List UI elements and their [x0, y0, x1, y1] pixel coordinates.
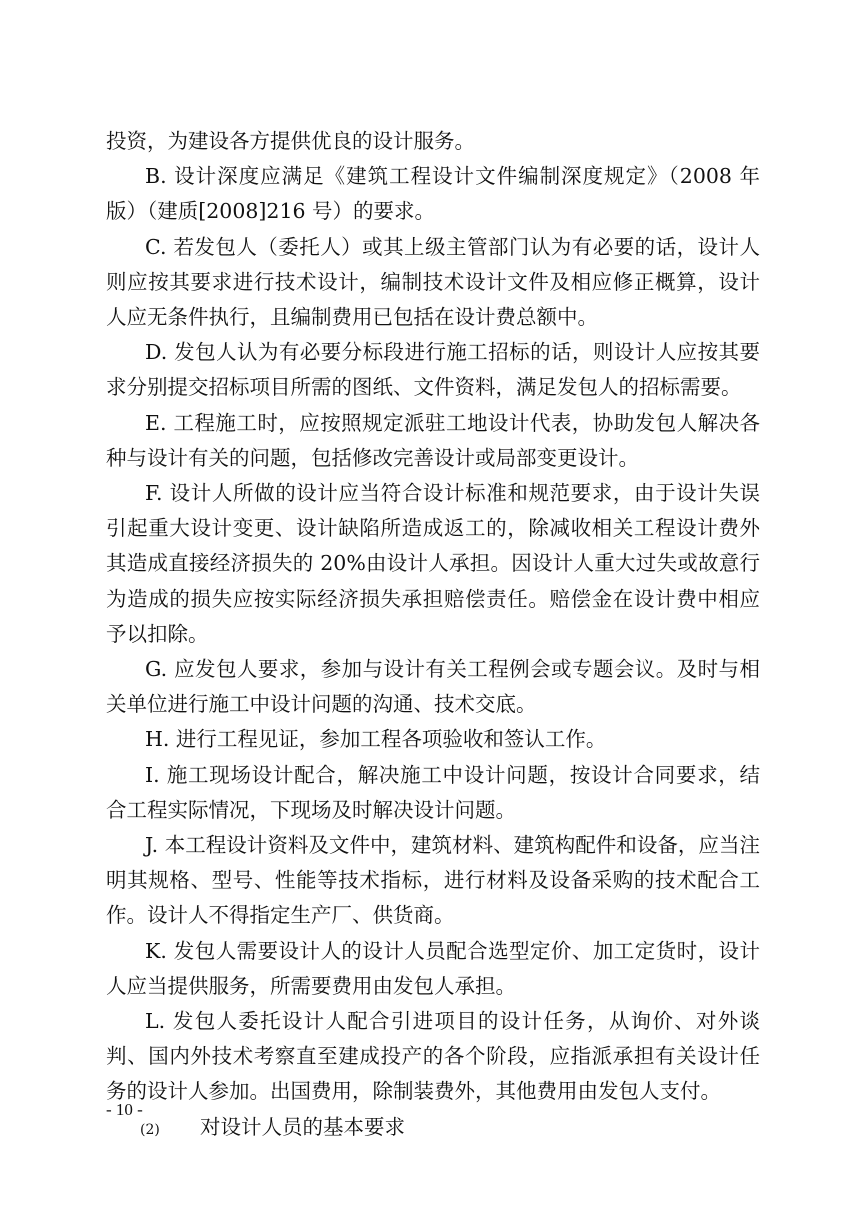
paragraph-item-f: F. 设计人所做的设计应当符合设计标准和规范要求，由于设计失误引起重大设计变更、设计缺陷所造成返工的，除减收相关工程设计费外其造成直接经济损失的 20%由设计人承担。因设计人重大过失或故意行为造成的损失应按实际经济损失承担赔偿责任。赔偿金在设计费中相应予以扣除。 [106, 481, 760, 646]
section-subheading [106, 1110, 760, 1148]
paragraph-item-d: D. 发包人认为有必要分标段进行施工招标的话，则设计人应按其要求分别提交招标项目所需的图纸、文件资料，满足发包人的招标需要。 [106, 340, 760, 400]
document-body [106, 124, 760, 1148]
paragraph-item-j: J. 本工程设计资料及文件中，建筑材料、建筑构配件和设备，应当注明其规格、型号、性能等技术指标，进行材料及设备采购的技术配合工作。设计人不得指定生产厂、供货商。 [106, 833, 760, 928]
subheading-title: 对设计人员的基本要求 [200, 1114, 405, 1139]
paragraph-item-l: L. 发包人委托设计人配合引进项目的设计任务，从询价、对外谈判、国内外技术考察直至建成投产的各个阶段，应指派承担有关设计任务的设计人参加。出国费用，除制装费外，其他费用由发包人支付。 [106, 1009, 760, 1104]
paragraph-item-c: C. 若发包人（委托人）或其上级主管部门认为有必要的话，设计人则应按其要求进行技术设计，编制技术设计文件及相应修正概算，设计人应无条件执行，且编制费用已包括在设计费总额中。 [106, 234, 760, 330]
paragraph-item-b: B. 设计深度应满足《建筑工程设计文件编制深度规定》（2008 年版）（建质[2008]216 号）的要求。 [106, 164, 760, 224]
page-number: - 10 - [106, 1100, 143, 1119]
paragraph-item-h: H. 进行工程见证，参加工程各项验收和签认工作。 [145, 727, 607, 752]
subheading-number: (2) [140, 1121, 160, 1138]
paragraph-item-e: E. 工程施工时，应按照规定派驻工地设计代表，协助发包人解决各种与设计有关的问题，包括修改完善设计或局部变更设计。 [106, 410, 760, 470]
paragraph-item-k: K. 发包人需要设计人的设计人员配合选型定价、加工定货时，设计人应当提供服务，所需要费用由发包人承担。 [106, 938, 760, 998]
paragraph-continuation: 投资，为建设各方提供优良的设计服务。 [106, 129, 475, 153]
paragraph-item-g: G. 应发包人要求，参加与设计有关工程例会或专题会议。及时与相关单位进行施工中设计问题的沟通、技术交底。 [106, 657, 760, 717]
paragraph-item-i: I. 施工现场设计配合，解决施工中设计问题，按设计合同要求，结合工程实际情况，下现场及时解决设计问题。 [106, 762, 760, 822]
